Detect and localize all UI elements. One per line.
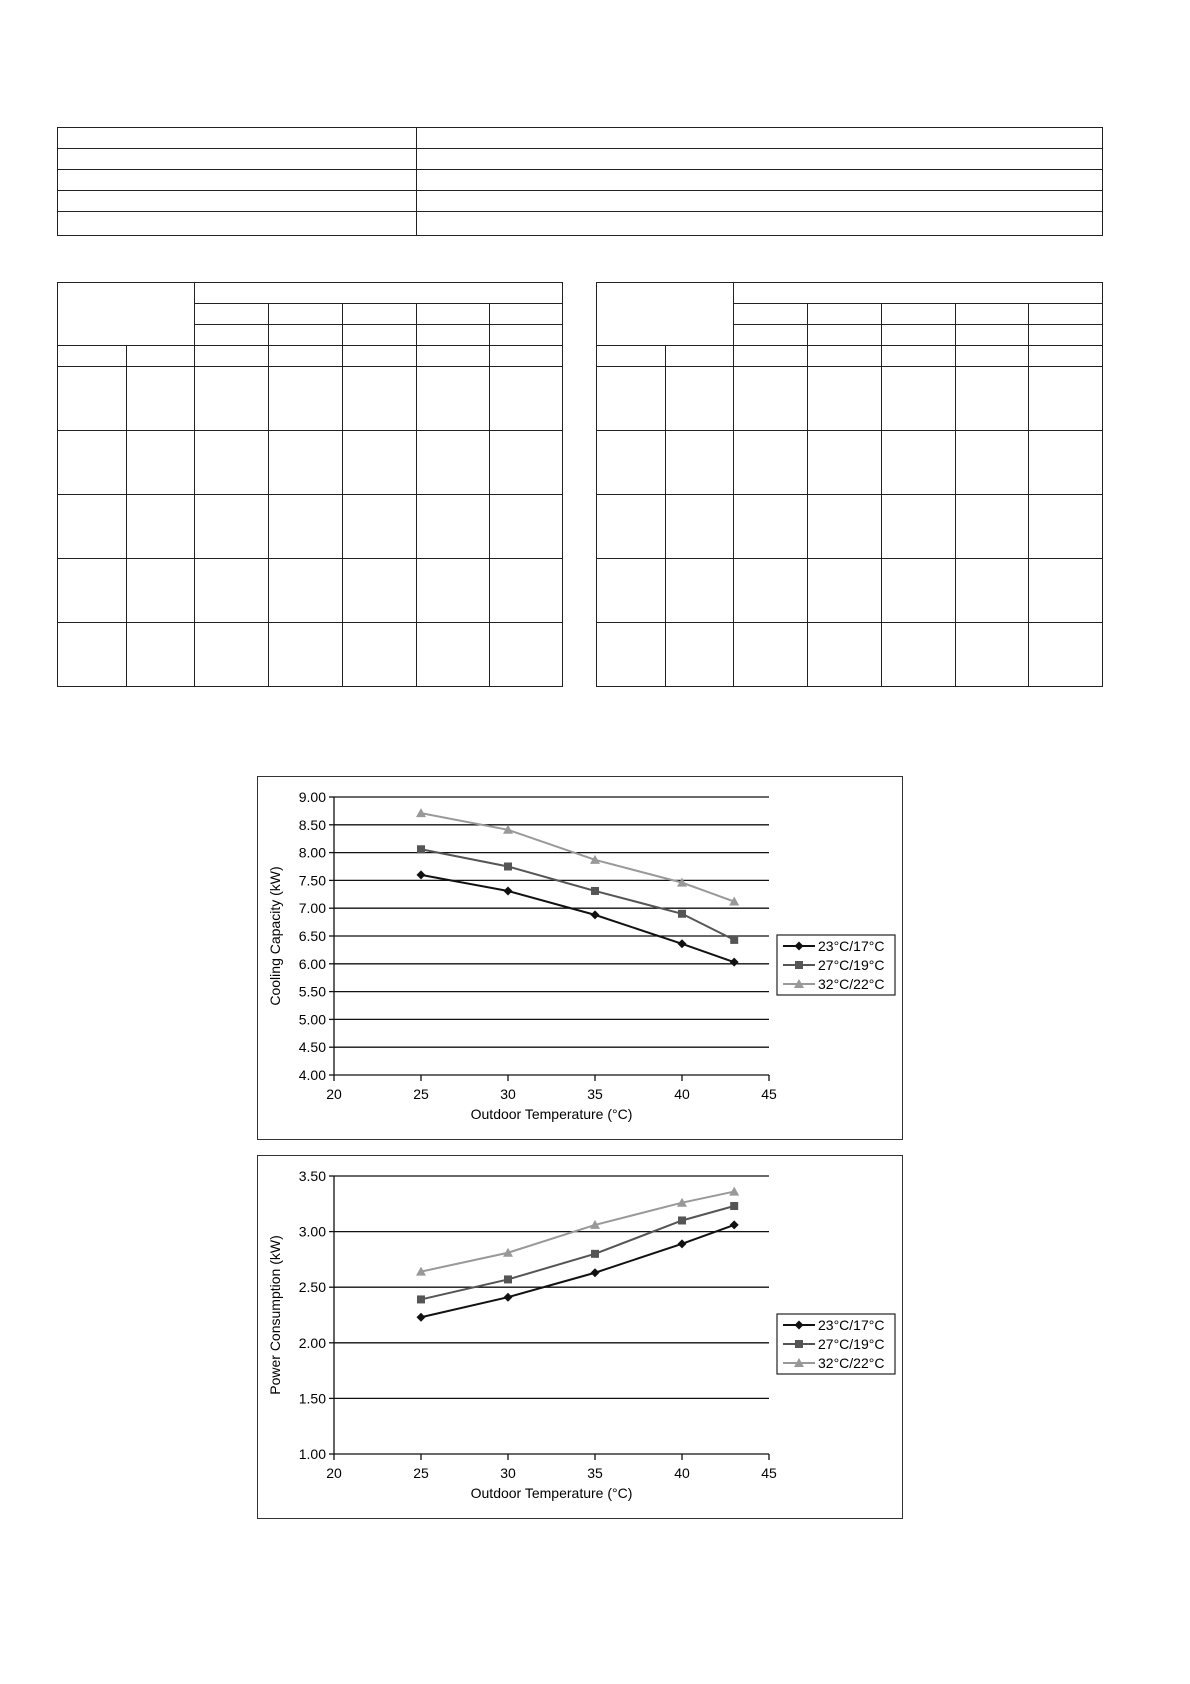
data-point: [591, 1250, 599, 1258]
series-line: [421, 813, 734, 901]
x-tick-label: 20: [326, 1086, 342, 1102]
y-tick-label: 1.00: [298, 1446, 326, 1462]
data-point: [730, 1202, 738, 1210]
legend-marker: [795, 961, 803, 969]
y-tick-label: 6.00: [298, 955, 326, 972]
x-tick-label: 25: [413, 1086, 429, 1102]
table-row: [58, 559, 563, 623]
y-tick-label: 3.00: [298, 1223, 326, 1240]
y-tick-label: 2.50: [298, 1279, 326, 1296]
data-point: [678, 910, 686, 918]
x-tick-label: 45: [761, 1465, 777, 1481]
y-tick-label: 1.50: [298, 1390, 326, 1407]
table-row: [597, 623, 1103, 687]
y-tick-label: 8.50: [298, 816, 326, 833]
table-row: [58, 431, 563, 495]
legend-label: 32°C/22°C: [818, 1355, 885, 1371]
table-row: [58, 149, 1103, 170]
y-tick-label: 5.50: [298, 983, 326, 1000]
spec-table: [57, 127, 1103, 236]
data-point: [504, 1275, 512, 1283]
x-tick-label: 40: [674, 1465, 690, 1481]
legend-label: 23°C/17°C: [818, 938, 885, 954]
data-point: [729, 1187, 739, 1196]
table-row: [597, 367, 1103, 431]
data-point: [678, 1216, 686, 1224]
data-point: [730, 936, 738, 944]
data-point: [591, 887, 599, 895]
x-tick-label: 35: [587, 1465, 603, 1481]
series-line: [421, 849, 734, 940]
y-tick-label: 7.50: [298, 872, 326, 889]
table-row: [58, 283, 563, 304]
x-tick-label: 20: [326, 1465, 342, 1481]
y-tick-label: 4.50: [298, 1039, 326, 1056]
cooling-capacity-chart: [257, 776, 903, 1140]
table-row: [58, 623, 563, 687]
table-row: [597, 559, 1103, 623]
cooling-capacity-chart-svg: [258, 777, 902, 1139]
table-row: [58, 128, 1103, 149]
x-axis-label: Outdoor Temperature (°C): [470, 1106, 633, 1122]
power-consumption-chart-svg: [258, 1156, 902, 1518]
legend-label: 23°C/17°C: [818, 1317, 885, 1333]
table-row: [58, 191, 1103, 212]
data-point: [417, 845, 425, 853]
legend-label: 27°C/19°C: [818, 957, 885, 973]
y-tick-label: 7.00: [298, 900, 326, 917]
y-tick-label: 6.50: [298, 928, 326, 944]
y-tick-label: 4.00: [298, 1067, 326, 1083]
data-point: [416, 808, 426, 817]
data-point: [730, 958, 739, 967]
y-axis-label: Cooling Capacity (kW): [267, 866, 283, 1006]
performance-table-left: [57, 282, 563, 687]
x-tick-label: 25: [413, 1465, 429, 1481]
y-tick-label: 5.00: [298, 1011, 326, 1028]
series-line: [421, 1206, 734, 1299]
table-row: [58, 170, 1103, 191]
data-point: [678, 1239, 687, 1248]
y-tick-label: 8.00: [298, 844, 326, 861]
data-point: [417, 1313, 426, 1322]
data-point: [730, 1220, 739, 1229]
table-row: [597, 283, 1103, 304]
table-row: [58, 212, 1103, 236]
legend-label: 27°C/19°C: [818, 1336, 885, 1352]
x-tick-label: 35: [587, 1086, 603, 1102]
data-point: [504, 863, 512, 871]
y-tick-label: 2.00: [298, 1334, 326, 1351]
legend-label: 32°C/22°C: [818, 976, 885, 992]
x-tick-label: 40: [674, 1086, 690, 1102]
table-row: [58, 367, 563, 431]
table-row: [597, 431, 1103, 495]
data-point: [591, 910, 600, 919]
data-point: [504, 886, 513, 895]
data-point: [504, 1293, 513, 1302]
series-line: [421, 1225, 734, 1317]
data-point: [417, 1295, 425, 1303]
power-consumption-chart: [257, 1155, 903, 1519]
table-row: [597, 346, 1103, 367]
table-row: [58, 495, 563, 559]
data-point: [678, 939, 687, 948]
y-tick-label: 9.00: [298, 789, 326, 805]
table-row: [597, 495, 1103, 559]
x-tick-label: 30: [500, 1086, 516, 1102]
performance-table-right: [596, 282, 1103, 687]
y-tick-label: 3.50: [298, 1168, 326, 1184]
x-tick-label: 30: [500, 1465, 516, 1481]
series-line: [421, 875, 734, 962]
x-axis-label: Outdoor Temperature (°C): [470, 1485, 633, 1501]
y-axis-label: Power Consumption (kW): [267, 1235, 283, 1395]
legend-marker: [795, 1340, 803, 1348]
table-row: [58, 346, 563, 367]
x-tick-label: 45: [761, 1086, 777, 1102]
data-point: [417, 870, 426, 879]
data-point: [591, 1268, 600, 1277]
